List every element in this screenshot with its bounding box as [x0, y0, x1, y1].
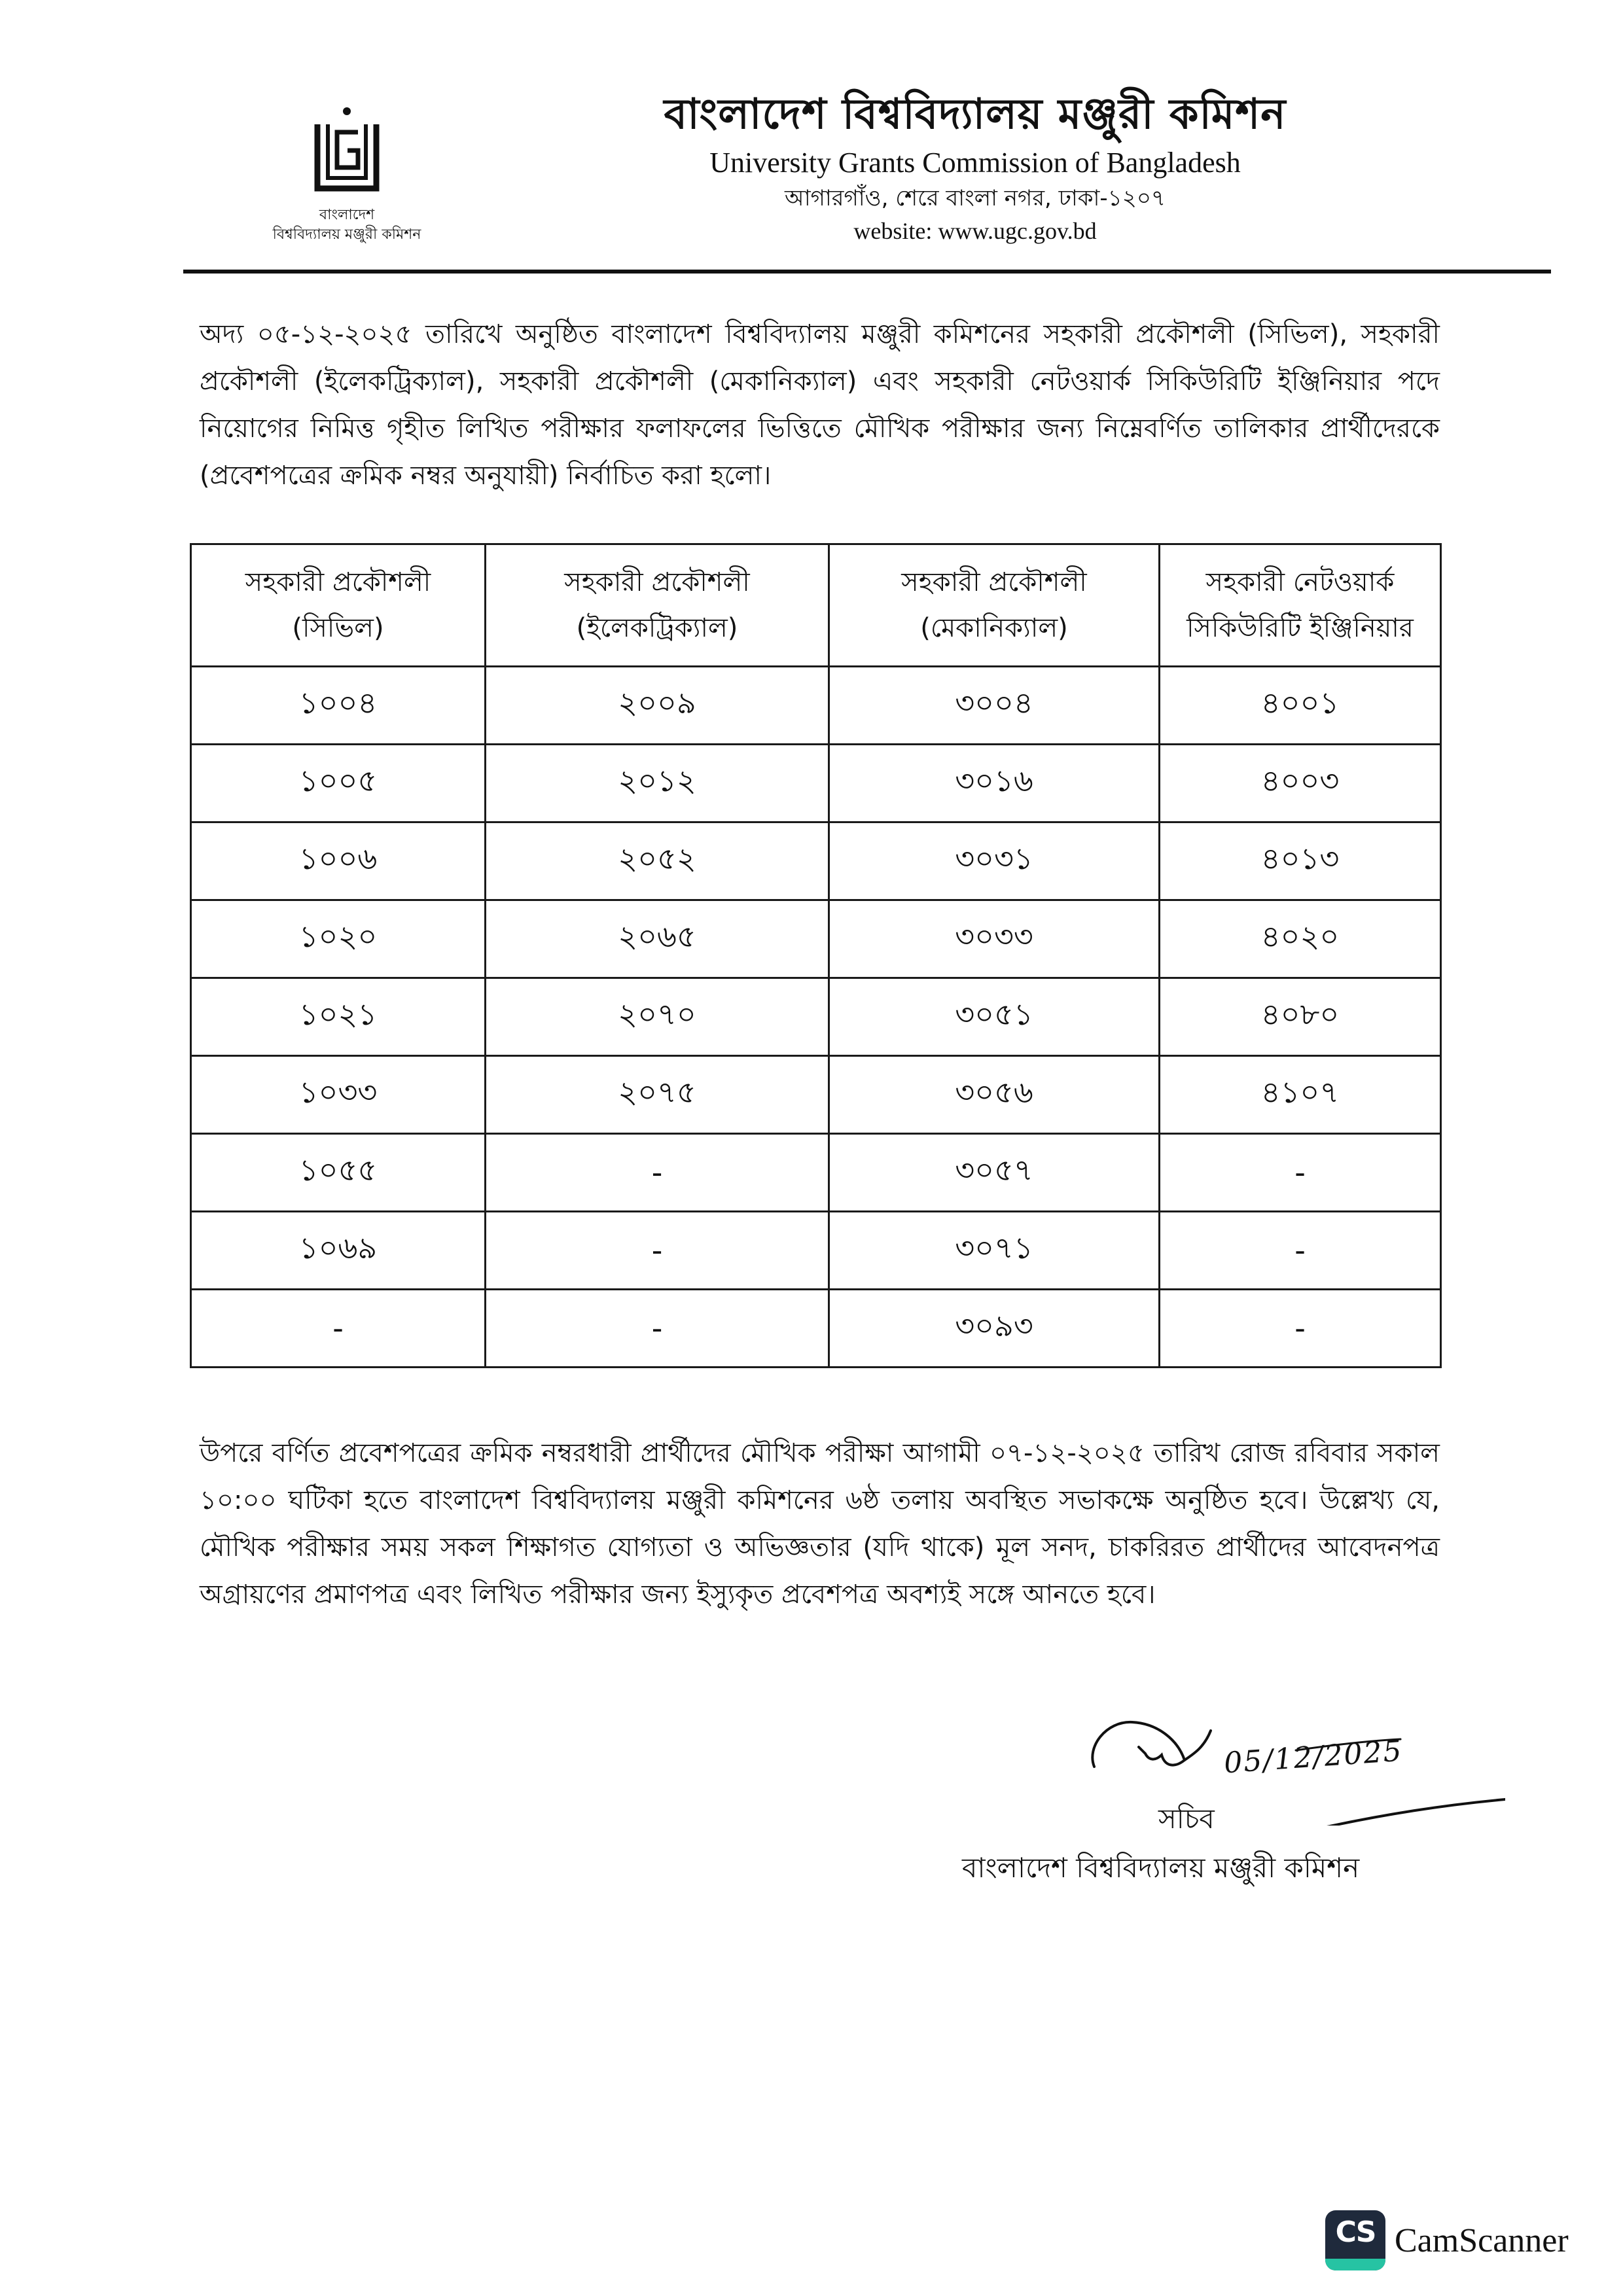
intro-paragraph: অদ্য ০৫-১২-২০২৫ তারিখে অনুষ্ঠিত বাংলাদেশ বিশ্ববিদ্যালয় মঞ্জুরী কমিশনের সহকারী প্রকৌশলী (সিভিল), সহকারী প্রকৌশলী (ইলেকট্রিক্যাল), সহকারী প্রকৌশলী (মেকানিক্যাল) এবং সহকারী নেটওয়ার্ক সিকিউরিটি ইঞ্জিনিয়ার পদে নিয়োগের নিমিত্ত গৃহীত লিখিত পরীক্ষার ফলাফলের ভিত্তিতে মৌখিক পরীক্ষার জন্য নিম্নেবর্ণিত তালিকার প্রার্থীদেরকে (প্রবেশপত্রের ক্রমিক নম্বর অনুযায়ী) নির্বাচিত করা হলো। [200, 319, 1440, 491]
logo-caption [249, 205, 445, 245]
org-name-english: University Grants Commission of Bangladesh [709, 147, 1241, 179]
signature-date: 05/12/2025 [1222, 1734, 1404, 1780]
camscanner-name: CamScanner [1395, 2221, 1569, 2259]
cell-electrical: ২০৭৫ [486, 1056, 829, 1134]
cell-mechanical: ৩০১৬ [829, 745, 1160, 822]
cell-mechanical: ৩০৯৩ [829, 1290, 1160, 1368]
table-row [191, 900, 1441, 978]
header-line: সহকারী নেটওয়ার্ক [1205, 567, 1395, 597]
camscanner-watermark [1325, 2210, 1569, 2270]
camscanner-badge-stripe [1325, 2259, 1385, 2270]
cell-network-security: - [1160, 1134, 1441, 1212]
table-row [191, 745, 1441, 822]
table-row [191, 667, 1441, 745]
cell-civil: ১০০৪ [191, 667, 486, 745]
cell-network-security: ৪১০৭ [1160, 1056, 1441, 1134]
cell-network-security: ৪০০৩ [1160, 745, 1441, 822]
header-divider [183, 270, 1551, 274]
cell-mechanical: ৩০৫৬ [829, 1056, 1160, 1134]
cell-mechanical: ৩০০৪ [829, 667, 1160, 745]
ugc-emblem-icon [311, 105, 383, 196]
cell-mechanical: ৩০৭১ [829, 1212, 1160, 1290]
cell-civil: - [191, 1290, 486, 1368]
viva-notice-paragraph: উপরে বর্ণিত প্রবেশপত্রের ক্রমিক নম্বরধারী প্রার্থীদের মৌখিক পরীক্ষা আগামী ০৭-১২-২০২৫ তারিখ রোজ রবিবার সকাল ১০:০০ ঘটিকা হতে বাংলাদেশ বিশ্ববিদ্যালয় মঞ্জুরী কমিশনের ৬ষ্ঠ তলায় অবস্থিত সভাকক্ষে অনুষ্ঠিত হবে। উল্লেখ্য যে, মৌখিক পরীক্ষার সময় সকল শিক্ষাগত যোগ্যতা ও অভিজ্ঞতার (যদি থাকে) মূল সনদ, চাকরিরত প্রার্থীদের আবেদনপত্র অগ্রায়ণের প্রমাণপত্র এবং লিখিত পরীক্ষার জন্য ইস্যুকৃত প্রবেশপত্র অবশ্যই সঙ্গে আনতে হবে। [200, 1438, 1440, 1610]
header-network-security [1160, 544, 1441, 667]
header-line: (সিভিল) [292, 613, 384, 643]
cell-network-security: ৪০১৩ [1160, 822, 1441, 900]
cell-electrical: - [486, 1212, 829, 1290]
organization-header [563, 85, 1387, 247]
signatory-organization: বাংলাদেশ বিশ্ববিদ্যালয় মঞ্জুরী কমিশন [962, 1852, 1360, 1884]
header-electrical [486, 544, 829, 667]
header-mechanical [829, 544, 1160, 667]
cell-network-security: - [1160, 1212, 1441, 1290]
table-row [191, 1134, 1441, 1212]
signatory-title: সচিব [1158, 1803, 1215, 1835]
cell-civil: ১০২০ [191, 900, 486, 978]
ugc-logo [249, 105, 445, 245]
camscanner-badge-text: CS [1335, 2216, 1376, 2249]
cell-electrical: ২০০৯ [486, 667, 829, 745]
header-line: (ইলেকট্রিক্যাল) [576, 613, 738, 643]
cell-civil: ১০৩৩ [191, 1056, 486, 1134]
cell-electrical: ২০৫২ [486, 822, 829, 900]
header-line: সহকারী প্রকৌশলী [564, 567, 750, 597]
header-line: সহকারী প্রকৌশলী [901, 567, 1087, 597]
cell-mechanical: ৩০৩১ [829, 822, 1160, 900]
table-header-row [191, 544, 1441, 667]
cell-electrical: - [486, 1134, 829, 1212]
header-line: (মেকানিক্যাল) [920, 613, 1068, 643]
cell-civil: ১০২১ [191, 978, 486, 1056]
header-line: সহকারী প্রকৌশলী [245, 567, 431, 597]
header-civil [191, 544, 486, 667]
org-address: আগারগাঁও, শেরে বাংলা নগর, ঢাকা-১২০৭ [784, 185, 1166, 211]
cell-network-security: ৪০০১ [1160, 667, 1441, 745]
org-name-bangla: বাংলাদেশ বিশ্ববিদ্যালয় মঞ্জুরী কমিশন [664, 90, 1287, 139]
table-row [191, 1212, 1441, 1290]
cell-mechanical: ৩০৩৩ [829, 900, 1160, 978]
table-row [191, 978, 1441, 1056]
cell-civil: ১০০৫ [191, 745, 486, 822]
cell-mechanical: ৩০৫৭ [829, 1134, 1160, 1212]
table-row [191, 1290, 1441, 1368]
cell-network-security: ৪০২০ [1160, 900, 1441, 978]
viva-candidates-table [190, 543, 1442, 1368]
org-website: website: www.ugc.gov.bd [853, 218, 1097, 244]
header-line: সিকিউরিটি ইঞ্জিনিয়ার [1186, 613, 1414, 643]
logo-caption-line2: বিশ্ববিদ্যালয় মঞ্জুরী কমিশন [272, 226, 421, 243]
signature-block [949, 1688, 1505, 1884]
cell-electrical: ২০৭০ [486, 978, 829, 1056]
cell-network-security: - [1160, 1290, 1441, 1368]
cell-electrical: - [486, 1290, 829, 1368]
letterhead [183, 85, 1551, 275]
camscanner-logo-icon [1325, 2210, 1385, 2270]
cell-civil: ১০৫৫ [191, 1134, 486, 1212]
table-row [191, 822, 1441, 900]
logo-caption-line1: বাংলাদেশ [319, 207, 375, 223]
cell-electrical: ২০৬৫ [486, 900, 829, 978]
cell-mechanical: ৩০৫১ [829, 978, 1160, 1056]
table-row [191, 1056, 1441, 1134]
cell-electrical: ২০১২ [486, 745, 829, 822]
cell-civil: ১০০৬ [191, 822, 486, 900]
cell-network-security: ৪০৮০ [1160, 978, 1441, 1056]
cell-civil: ১০৬৯ [191, 1212, 486, 1290]
